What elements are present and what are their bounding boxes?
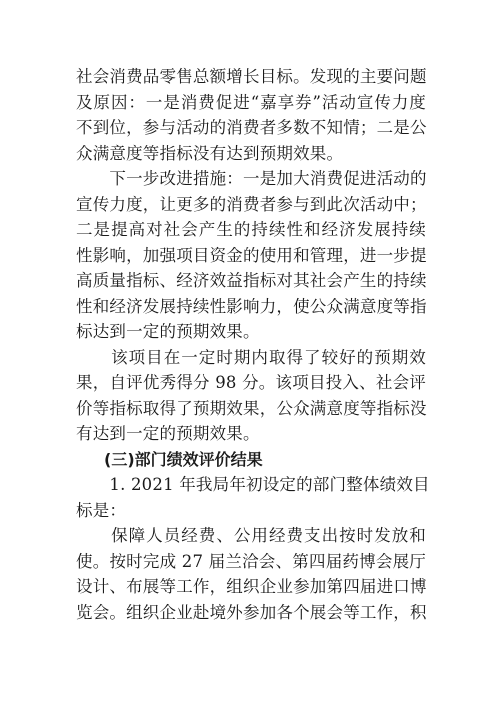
text-line: 性影响，加强项目资金的使用和管理，进一步提 xyxy=(76,245,427,265)
text-line: 二是提高对社会产生的持续性和经济发展持续 xyxy=(76,220,426,239)
text-line: 性和经济发展持续性影响力，使公众满意度等指 xyxy=(76,296,427,316)
text-line: 标是： xyxy=(76,500,127,520)
text-line: 下一步改进措施：一是加大消费促进活动的 xyxy=(76,169,427,188)
text-line: 众满意度等指标没有达到预期效果。 xyxy=(76,143,344,163)
text-line: 有达到一定的预期效果。 xyxy=(76,424,260,443)
text-line: 标达到一定的预期效果。 xyxy=(76,322,260,341)
section-heading: (三)部门绩效评价结果 xyxy=(104,449,263,469)
text-line: 1. 2021 年我局年初设定的部门整体绩效目 xyxy=(76,475,430,494)
text-line: 保障人员经费、公用经费支出按时发放和 xyxy=(76,526,426,545)
text-line: 该项目在一定时期内取得了较好的预期效 xyxy=(76,347,426,367)
text-line: 价等指标取得了预期效果，公众满意度等指标没 xyxy=(76,398,427,418)
text-line: 果，自评优秀得分 98 分。该项目投入、社会评 xyxy=(76,373,426,392)
text-line: 高质量指标、经济效益指标对其社会产生的持续 xyxy=(76,271,427,290)
text-line: 及原因：一是消费促进“嘉享券”活动宣传力度 xyxy=(76,92,426,112)
text-line: 不到位，参与活动的消费者多数不知情；二是公 xyxy=(76,118,427,137)
text-line: 设计、布展等工作，组织企业参加第四届进口博 xyxy=(76,577,427,596)
text-line: 社会消费品零售总额增长目标。发现的主要问题 xyxy=(76,67,427,86)
text-line: 宣传力度，让更多的消费者参与到此次活动中； xyxy=(76,194,427,214)
text-line: 使。按时完成 27 届兰洽会、第四届药博会展厅 xyxy=(76,551,426,571)
document-page xyxy=(76,64,430,625)
text-line: 览会。组织企业赴境外参加各个展会等工作，积 xyxy=(76,602,427,622)
